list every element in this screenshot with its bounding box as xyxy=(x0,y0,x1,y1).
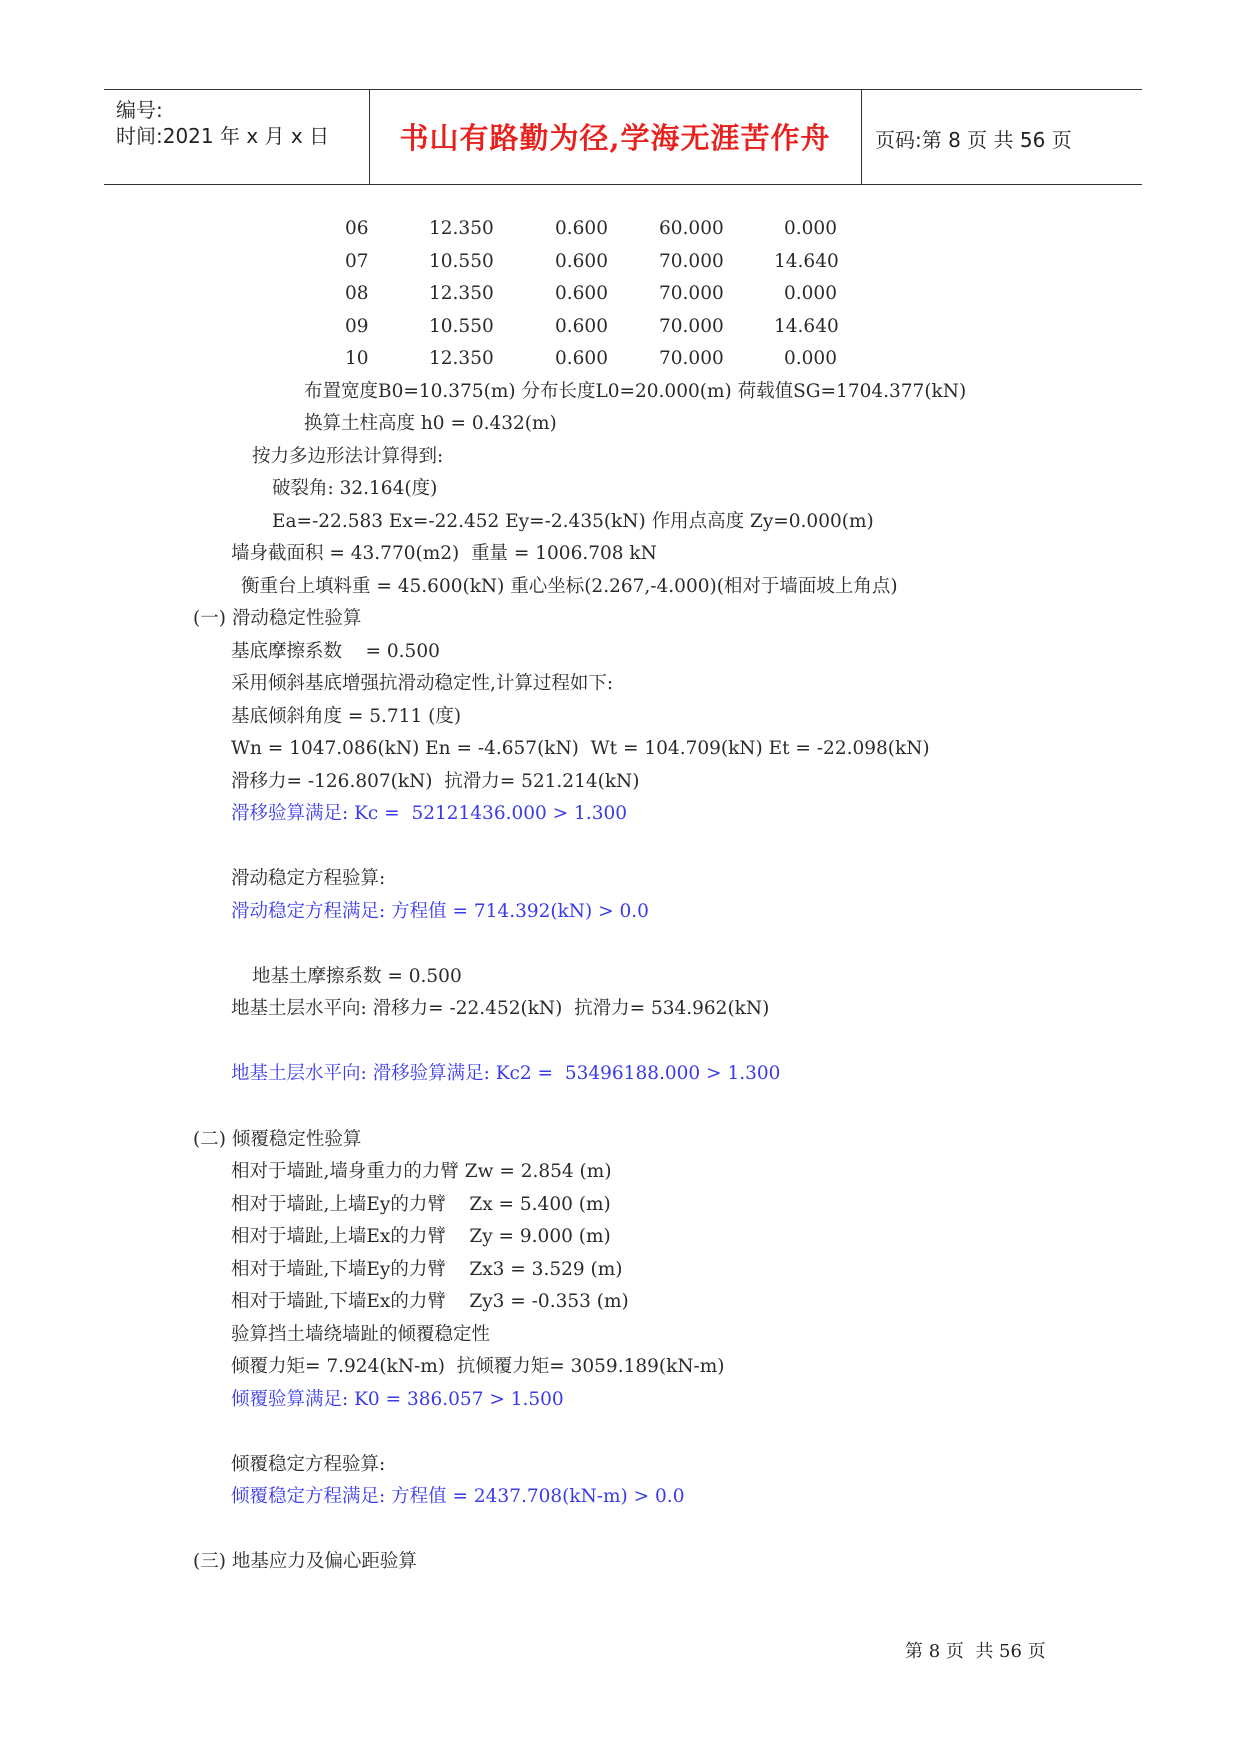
document-number-label: 编号: xyxy=(116,98,163,122)
text-line: 换算土柱高度 h0 = 0.432(m) xyxy=(304,413,557,434)
text-line: 地基土摩擦系数 = 0.500 xyxy=(252,966,462,987)
header-right-cell xyxy=(861,90,1142,184)
result-line: 滑移验算满足: Kc = 52121436.000 > 1.300 xyxy=(231,803,628,824)
table-cell: 0.000 xyxy=(784,218,837,239)
table-cell: 70.000 xyxy=(659,316,724,337)
text-line: 倾覆稳定方程验算: xyxy=(231,1454,386,1475)
text-line: 衡重台上填料重 = 45.600(kN) 重心坐标(2.267,-4.000)(相对于墙面坡上角点) xyxy=(241,576,898,597)
table-cell: 06 xyxy=(345,218,369,239)
table-cell: 12.350 xyxy=(429,218,494,239)
table-cell: 0.600 xyxy=(555,316,608,337)
header-motto-cell xyxy=(369,90,862,184)
text-line: 基底倾斜角度 = 5.711 (度) xyxy=(231,706,462,727)
table-cell: 12.350 xyxy=(429,283,494,304)
table-cell: 12.350 xyxy=(429,348,494,369)
text-line: 滑动稳定方程验算: xyxy=(231,868,386,889)
table-cell: 0.600 xyxy=(555,251,608,272)
text-line: 验算挡土墙绕墙趾的倾覆稳定性 xyxy=(231,1324,491,1345)
table-cell: 09 xyxy=(345,316,369,337)
table-cell: 0.600 xyxy=(555,218,608,239)
text-line: 墙身截面积 = 43.770(m2) 重量 = 1006.708 kN xyxy=(231,543,657,564)
text-line: Ea=-22.583 Ex=-22.452 Ey=-2.435(kN) 作用点高度 Zy=0.000(m) xyxy=(272,511,874,532)
table-cell: 14.640 xyxy=(774,316,839,337)
table-cell: 14.640 xyxy=(774,251,839,272)
table-cell: 10 xyxy=(345,348,369,369)
text-line: 倾覆力矩= 7.924(kN-m) 抗倾覆力矩= 3059.189(kN-m) xyxy=(231,1356,725,1377)
header-left-cell xyxy=(104,90,370,184)
header-page-label: 页码:第 8 页 共 56 页 xyxy=(875,128,1072,152)
text-line: Wn = 1047.086(kN) En = -4.657(kN) Wt = 104.709(kN) Et = -22.098(kN) xyxy=(231,738,930,759)
document-time-label: 时间:2021 年 x 月 x 日 xyxy=(116,124,330,148)
table-cell: 0.600 xyxy=(555,348,608,369)
result-line: 倾覆稳定方程满足: 方程值 = 2437.708(kN-m) > 0.0 xyxy=(231,1486,685,1507)
text-line: 按力多边形法计算得到: xyxy=(252,446,444,467)
text-line: 相对于墙趾,上墙Ey的力臂 Zx = 5.400 (m) xyxy=(231,1194,611,1215)
table-cell: 0.000 xyxy=(784,283,837,304)
header-motto: 书山有路勤为径,学海无涯苦作舟 xyxy=(399,121,831,155)
section-heading: (三) 地基应力及偏心距验算 xyxy=(193,1551,417,1572)
table-cell: 60.000 xyxy=(659,218,724,239)
text-line: 相对于墙趾,墙身重力的力臂 Zw = 2.854 (m) xyxy=(231,1161,612,1182)
text-line: 相对于墙趾,下墙Ey的力臂 Zx3 = 3.529 (m) xyxy=(231,1259,623,1280)
table-cell: 10.550 xyxy=(429,316,494,337)
text-line: 相对于墙趾,上墙Ex的力臂 Zy = 9.000 (m) xyxy=(231,1226,611,1247)
text-line: 采用倾斜基底增强抗滑动稳定性,计算过程如下: xyxy=(231,673,614,694)
result-line: 倾覆验算满足: K0 = 386.057 > 1.500 xyxy=(231,1389,564,1410)
result-line: 滑动稳定方程满足: 方程值 = 714.392(kN) > 0.0 xyxy=(231,901,649,922)
table-cell: 0.600 xyxy=(555,283,608,304)
table-cell: 08 xyxy=(345,283,369,304)
section-heading: (二) 倾覆稳定性验算 xyxy=(193,1129,362,1150)
text-line: 滑移力= -126.807(kN) 抗滑力= 521.214(kN) xyxy=(231,771,640,792)
text-line: 地基土层水平向: 滑移力= -22.452(kN) 抗滑力= 534.962(kN) xyxy=(231,998,770,1019)
table-cell: 70.000 xyxy=(659,348,724,369)
table-cell: 70.000 xyxy=(659,283,724,304)
table-cell: 0.000 xyxy=(784,348,837,369)
result-line: 地基土层水平向: 滑移验算满足: Kc2 = 53496188.000 > 1.300 xyxy=(231,1063,781,1084)
page-header xyxy=(104,89,1142,185)
text-line: 破裂角: 32.164(度) xyxy=(272,478,438,499)
text-line: 基底摩擦系数 = 0.500 xyxy=(231,641,440,662)
table-cell: 70.000 xyxy=(659,251,724,272)
page-footer: 第 8 页 共 56 页 xyxy=(905,1641,1046,1662)
text-line: 布置宽度B0=10.375(m) 分布长度L0=20.000(m) 荷载值SG=1704.377(kN) xyxy=(304,381,967,402)
table-cell: 07 xyxy=(345,251,369,272)
section-heading: (一) 滑动稳定性验算 xyxy=(193,608,362,629)
table-cell: 10.550 xyxy=(429,251,494,272)
text-line: 相对于墙趾,下墙Ex的力臂 Zy3 = -0.353 (m) xyxy=(231,1291,629,1312)
